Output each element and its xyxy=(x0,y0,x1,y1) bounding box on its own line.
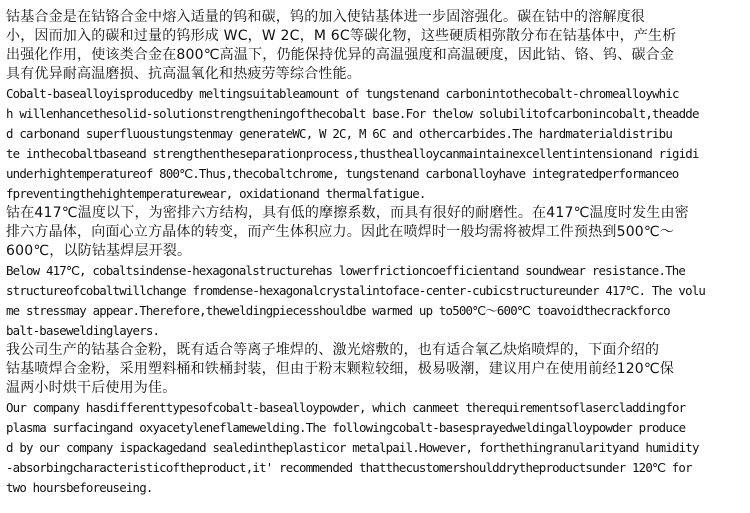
document-body xyxy=(6,8,746,498)
text-line: 小，因而加入的碳和过量的钨形成 WC，W 2C，M 6C等碳化物，这些硬质相弥散分布在钴基体中，产生析 xyxy=(6,28,677,44)
text-line: Our company hasdifferenttypesofcobalt-basealloypowder, which canmeet therequirementsoflasercladdingfor xyxy=(6,400,686,415)
text-line: d carbonand superfluoustungstenmay generateWC, W 2C, M 6C and othercarbides.The hardmaterialdistribu xyxy=(6,126,672,141)
paragraph-zh-cobalt-alloy xyxy=(6,8,746,84)
paragraph-en-company-powder xyxy=(6,398,746,498)
text-line: te inthecobaltbaseand strengthentheseparationprocess,thusthealloycanmaintainexcellentintensionand rigidi xyxy=(6,146,699,161)
text-line: 钴在417℃温度以下，为密排六方结构，具有低的摩擦系数，而具有很好的耐磨性。在417℃温度时发生由密 xyxy=(6,205,689,221)
text-line: 出强化作用，使该类合金在800℃高温下，仍能保持优异的高温强度和高温硬度，因此钴、铬、钨、碳合金 xyxy=(6,47,675,63)
text-line: balt-baseweldinglayers. xyxy=(6,323,160,338)
text-line: 我公司生产的钴基合金粉，既有适合等离子堆焊的、激光熔敷的，也有适合氧乙炔焰喷焊的，下面介绍的 xyxy=(6,342,660,358)
text-line: Below 417℃, cobaltsindense-hexagonalstructurehas lowerfrictioncoefficientand soundwear resistance.The xyxy=(6,263,686,278)
paragraph-zh-company-powder xyxy=(6,341,746,398)
text-line: 钴基喷焊合金粉，采用塑料桶和铁桶封装，但由于粉末颗粒较细，极易吸潮，建议用户在使用前经120℃保 xyxy=(6,361,675,377)
paragraph-en-cobalt-alloy xyxy=(6,84,746,204)
text-line: 钴基合金是在钴铬合金中熔入适量的钨和碳，钨的加入使钴基体进一步固溶强化。碳在钴中的溶解度很 xyxy=(6,9,645,25)
text-line: d by our company ispackagedand sealedintheplasticor metalpail.However, forthethingranularityand humidity xyxy=(6,440,699,455)
text-line: -absorbingcharacteristicoftheproduct,it' recommended thatthecustomershoulddrytheproductsunder 120℃ for xyxy=(6,460,692,475)
text-line: Cobalt-basealloyisproducedby meltingsuitableamount of tungstenand carbonintothecobalt-chromealloywhic xyxy=(6,86,679,101)
text-line: h willenhancethesolid-solutionstrengtheningofthecobalt base.For thelow solubilitofcarbonincobalt,theadde xyxy=(6,106,699,121)
paragraph-en-structure xyxy=(6,261,746,341)
paragraph-zh-structure xyxy=(6,204,746,261)
text-line: 600℃，以防钴基焊层开裂。 xyxy=(6,243,192,259)
text-line: me stressmay appear.Therefore,theweldingpiecesshouldbe warmed up to500℃～600℃ toavoidthecrackforco xyxy=(6,303,670,318)
text-line: 温两小时烘干后使用为佳。 xyxy=(6,380,177,396)
text-line: plasma surfacingand oxyacetyleneflamewelding.The followingcobalt-basesprayedweldingalloypowder produce xyxy=(6,420,686,435)
text-line: underhightemperatureof 800℃.Thus,thecobaltchrome, tungstenand carbonalloyhave integratedperformanceo xyxy=(6,166,679,181)
text-line: structureofcobaltwillchange fromdense-hexagonalcrystalintoface-center-cubicstructureunder 417℃. The volu xyxy=(6,283,706,298)
text-line: fpreventingthehightemperaturewear, oxidationand thermalfatigue. xyxy=(6,186,426,201)
text-line: 具有优异耐高温磨损、抗高温氧化和热疲劳等综合性能。 xyxy=(6,66,361,82)
text-line: 排六方晶体，向面心立方晶体的转变，而产生体积应力。因此在喷焊时一般均需将被焊工件预热到500℃～ xyxy=(6,224,675,240)
text-line: two hoursbeforeuseing. xyxy=(6,480,153,495)
